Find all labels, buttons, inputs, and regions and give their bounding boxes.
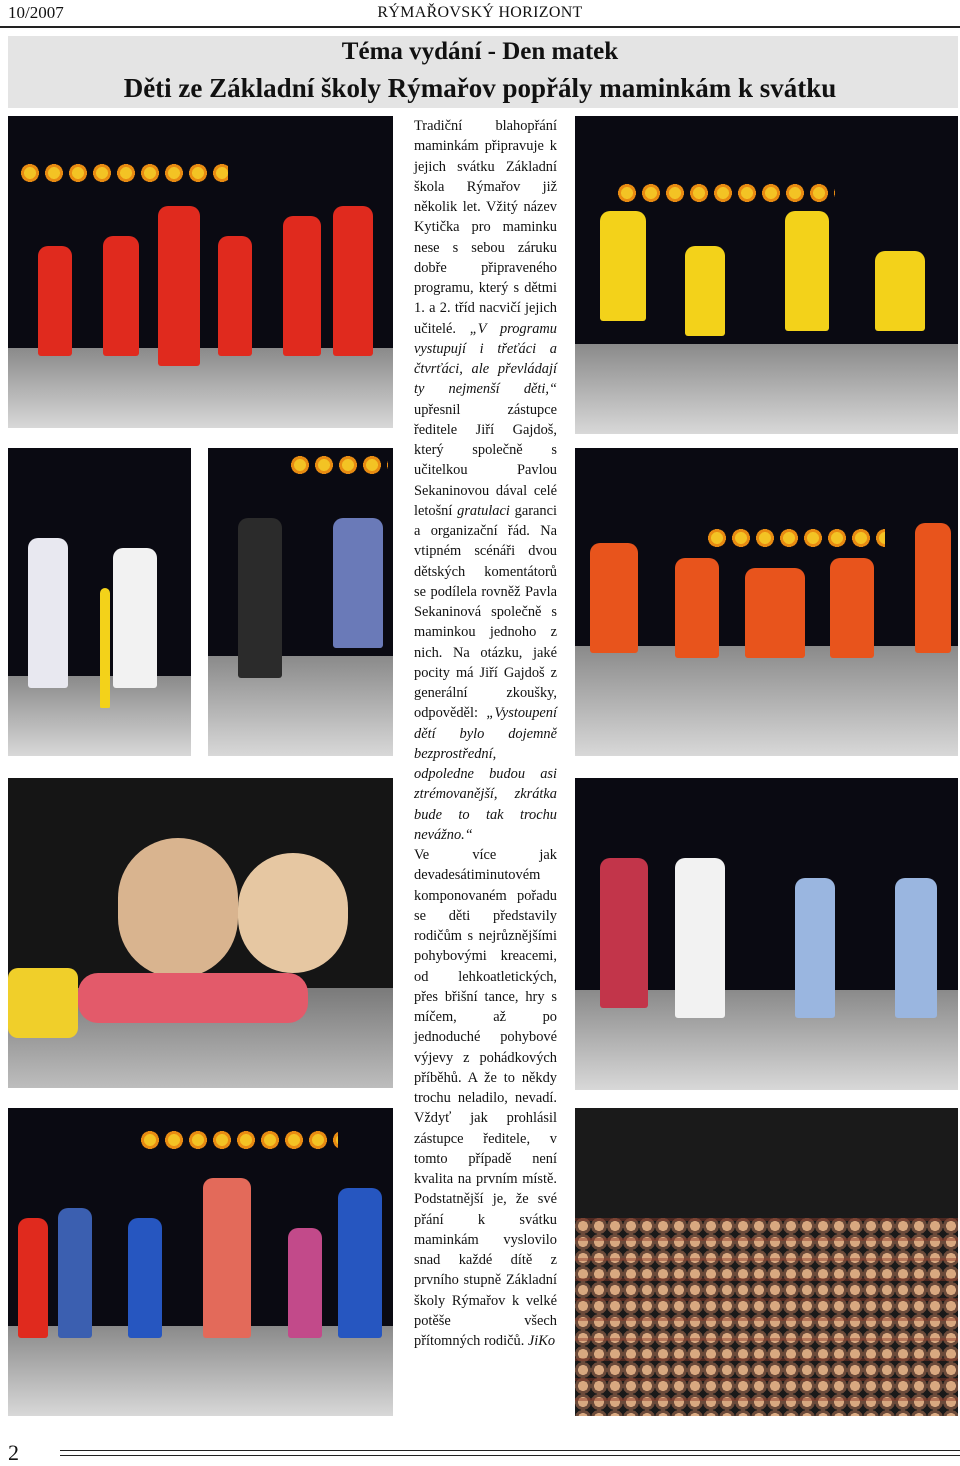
footer-rule [60, 1450, 960, 1456]
issue-number: 10/2007 [8, 3, 64, 22]
photo-red-shirts-dancing [8, 116, 393, 428]
article-headline: Děti ze Základní školy Rýmařov popřály maminkám k svátku [123, 73, 837, 103]
photo-folk-costume-dance [208, 448, 393, 756]
photo-costume-dance-pairs [575, 778, 958, 1090]
auditorium-seats [575, 1218, 958, 1416]
photo-audience-auditorium [575, 1108, 958, 1416]
quote-text: „V programu vystupují i třeťáci a čtvrťáci, ale převládají ty nejmenší děti,“ [414, 320, 557, 398]
photo-orange-costume-dancers [575, 448, 958, 756]
article-text: Tradiční blahopřání maminkám připravuje k jejich svátku Základní škola Rýmařov již několik let. Vžitý název Kytička pro maminku nese s sebou záruku dobře připraveného programu, který s dětmi 1. a 2. tříd nacvičí jejich učitelé. [414, 118, 557, 337]
article-paragraph [414, 116, 557, 845]
quote-text: „Vystoupení dětí bylo dojemně bezprostřední, odpoledne budou asi ztrémovanější, zkrátka bude to tak trochu nevážno.“ [414, 705, 557, 843]
photo-girls-on-pillows [8, 778, 393, 1088]
magazine-name: RÝMAŘOVSKÝ HORIZONT [377, 4, 583, 21]
page-number: 2 [8, 1440, 19, 1465]
article-body [414, 116, 557, 1351]
article-text: upřesnil zástupce ředitele Jiří Gajdoš, který společně s učitelkou Pavlou Sekaninovou dával celé letošní [414, 401, 557, 519]
author-signature: JiKo [527, 1333, 556, 1349]
article-text: garanci a organizační řád. Na vtipném scénáři dvou dětských komentátorů se podílela rovněž Pavla Sekaninová společně s maminkou jednoho z nich. Na otázku, jaké pocity má Jiří Gajdoš z generální zkoušky, odpověděl: [414, 502, 557, 722]
photo-child-commentators [8, 448, 191, 756]
article-paragraph [414, 845, 557, 1351]
photo-yellow-shirts-dancing [575, 116, 958, 434]
section-kicker: Téma vydání - Den matek [341, 38, 619, 65]
article-text: Ve více jak devadesátiminutovém komponovaném pořadu se děti představily rodičům s nejrůznějšími pohybovými kreacemi, od lehkoatletických, přes břišní tance, hry s míčem, až po jednoduché pohybové výjevy z pohádkových příběhů. A že to někdy trochu neladilo, nevadí. Vždyť jak prohlásil zástupce ředitele, v tomto případě není kvalita na prvním místě. Podstatnější je, že své přání k svátku maminkám vyslovilo snad každé dítě z prvního stupně Základní školy Rýmařov k velké potěše všech přítomných rodičů. [414, 847, 557, 1349]
photo-kids-raised-arms [8, 1108, 393, 1416]
quote-text: gratulaci [457, 502, 510, 519]
